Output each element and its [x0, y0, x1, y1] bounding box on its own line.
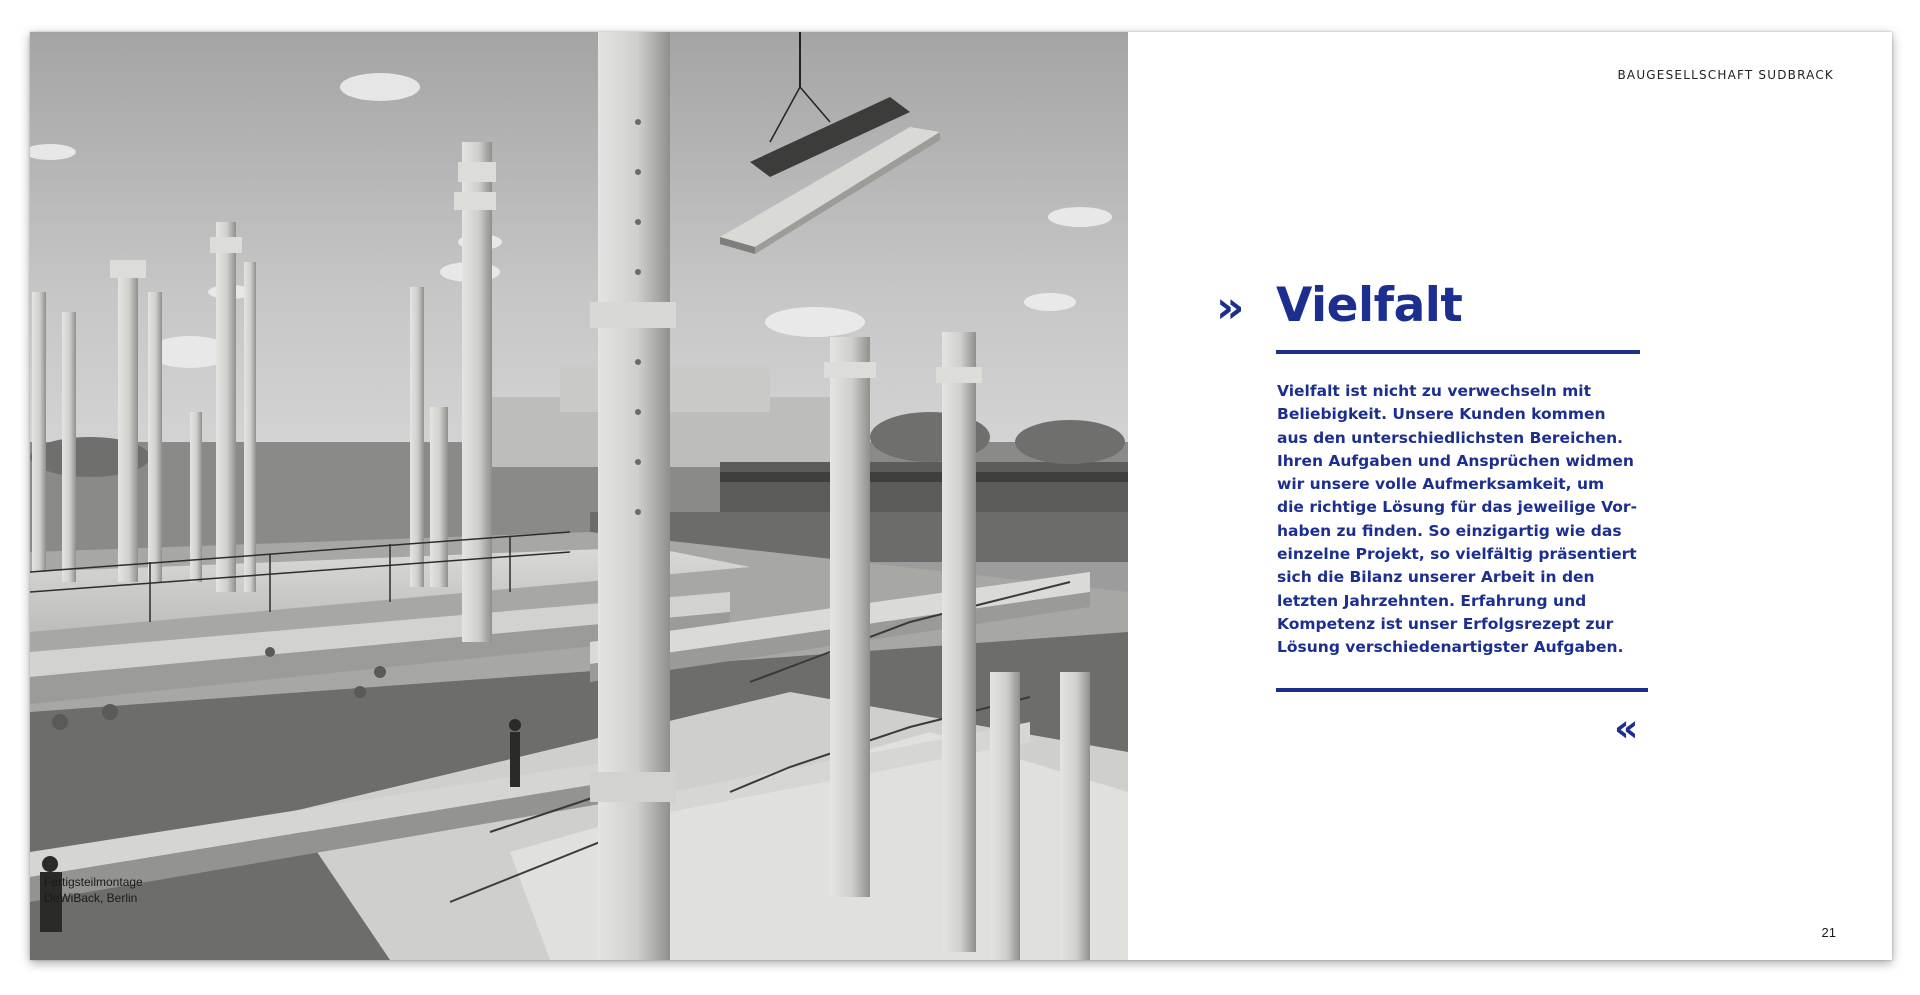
body-line: Kompetenz ist unser Erfolgsrezept zur — [1277, 614, 1614, 633]
photo-caption — [44, 874, 143, 906]
construction-site-photo — [30, 32, 1128, 960]
body-line: die richtige Lösung für das jeweilige Vor- — [1277, 498, 1638, 517]
section-body — [1277, 380, 1638, 660]
caption-line-2: DeWiBack, Berlin — [44, 891, 138, 905]
caption-line-1: Fertigsteilmontage — [44, 875, 143, 889]
body-line: aus den unterschiedlichsten Bereichen. — [1277, 428, 1624, 447]
brochure-spread — [30, 32, 1892, 960]
body-line: wir unsere volle Aufmerksamkeit, um — [1277, 475, 1605, 494]
body-line: Vielfalt ist nicht zu verwechseln mit — [1277, 382, 1592, 400]
body-line: Lösung verschiedenartigster Aufgaben. — [1277, 638, 1624, 657]
body-line: Ihren Aufgaben und Ansprüchen widmen — [1277, 451, 1634, 470]
section-title: Vielfalt — [1276, 278, 1463, 333]
text-page — [1128, 32, 1892, 960]
body-bottom-rule — [1276, 688, 1648, 692]
title-underline — [1276, 350, 1640, 354]
body-line: einzelne Projekt, so vielfältig präsentiert — [1277, 545, 1637, 564]
body-line: Beliebigkeit. Unsere Kunden kommen — [1277, 405, 1606, 424]
running-header: BAUGESELLSCHAFT SUDBRACK — [1617, 68, 1834, 82]
close-guillemet-icon: « — [1614, 706, 1639, 750]
open-guillemet-icon: » — [1216, 282, 1245, 333]
body-line: sich die Bilanz unserer Arbeit in den — [1277, 568, 1595, 587]
body-line: letzten Jahrzehnten. Erfahrung und — [1277, 591, 1587, 610]
page-number: 21 — [1821, 925, 1836, 940]
body-line: haben zu finden. So einzigartig wie das — [1277, 521, 1622, 540]
